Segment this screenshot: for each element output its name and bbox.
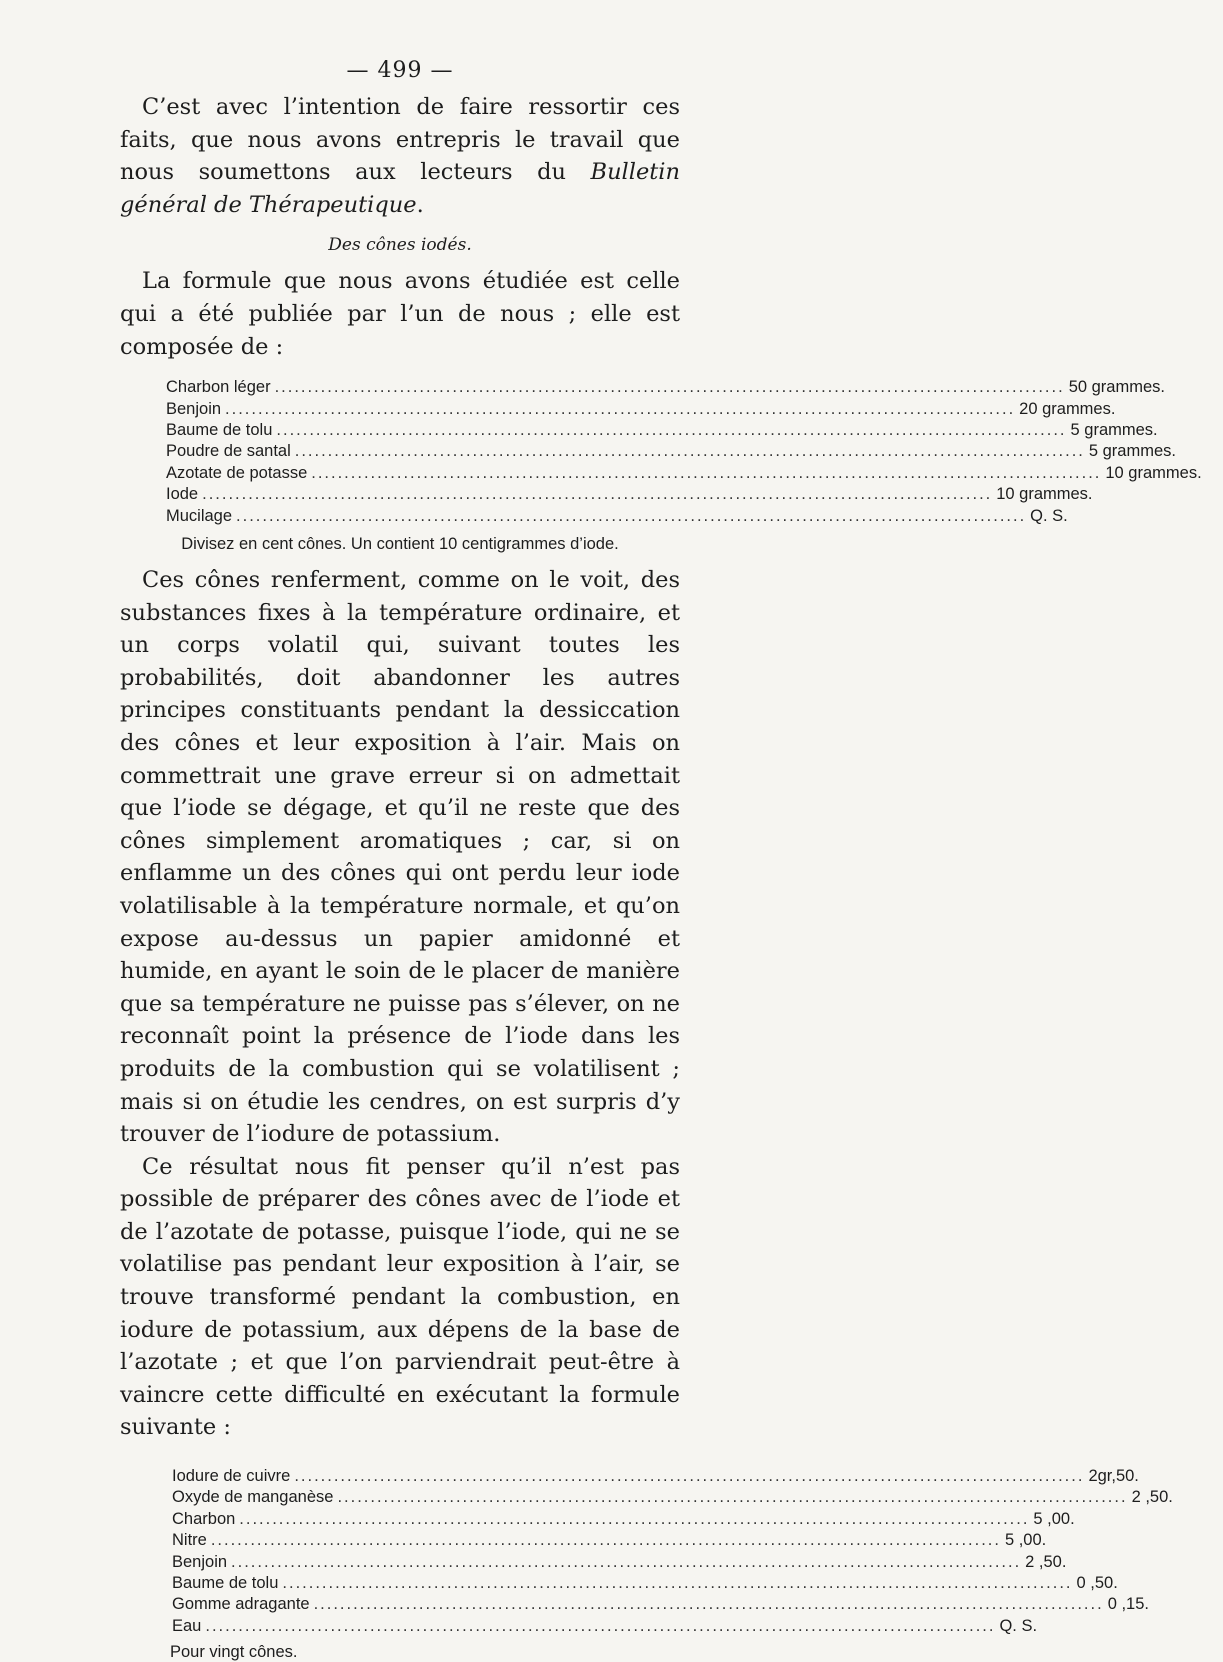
ingredient-quantity: 50 grammes. — [1068, 378, 1165, 397]
ingredient-name: Baume de tolu — [172, 1574, 279, 1593]
leader-dots: ........................................................................................................................ — [210, 1531, 1001, 1550]
ingredient-name: Charbon léger — [166, 378, 271, 397]
ingredient-quantity: 5 ,00. — [1033, 1509, 1075, 1528]
journal-title: Bulletin général de Thérapeutique — [120, 159, 680, 218]
leader-dots: ........................................................................................................................ — [294, 442, 1085, 461]
ingredient-quantity: 0 ,15. — [1107, 1595, 1149, 1614]
ingredient-name: Eau — [172, 1616, 202, 1635]
recipe-row — [172, 1487, 1173, 1508]
recipe-row — [172, 1616, 1038, 1637]
recipe-row — [166, 377, 1165, 398]
ingredient-name: Iodure de cuivre — [172, 1467, 291, 1486]
recipe-row — [166, 420, 1158, 441]
paragraph-2: Ces cônes renferment, comme on le voit, des substances fixes à la température ordinaire, et un corps volatil qui, suivant toutes les probabilités, doit abandonner les autres principes constituants pendant la dessiccation des cônes et leur exposition à l’air. Mais on commettrait une grave erreur si on admettait que l’iode se dégage, et qu’il ne reste que des cônes simplement aromatiques ; car, si on enflamme un des cônes qui ont perdu leur iode volatilisable à la température normale, et qu’on expose au-dessus un papier amidonné et humide, en ayant le soin de le placer de manière que sa température ne puisse pas s’élever, on ne reconnaît point la présence de l’iode dans les produits de la combustion qui se volatilisent ; mais si on étudie les cendres, on est surpris d’y trouver de l’iodure de potassium. — [120, 567, 680, 1148]
recipe-table-2 — [172, 1466, 1173, 1637]
ingredient-name: Oxyde de manganèse — [172, 1488, 334, 1507]
leader-dots: ........................................................................................................................ — [274, 378, 1065, 397]
leader-dots: ........................................................................................................................ — [311, 463, 1102, 482]
page-number: — 499 — — [346, 58, 454, 83]
leader-dots: ........................................................................................................................ — [239, 1509, 1030, 1528]
ingredient-quantity: 2 ,50. — [1131, 1488, 1173, 1507]
ingredient-name: Charbon — [172, 1509, 236, 1528]
leader-dots: ........................................................................................................................ — [294, 1467, 1085, 1486]
ingredient-quantity: 10 grammes. — [1105, 463, 1202, 482]
recipe-row — [166, 399, 1116, 420]
ingredient-name: Benjoin — [166, 399, 222, 418]
ingredient-name: Benjoin — [172, 1552, 228, 1571]
ingredient-name: Baume de tolu — [166, 420, 273, 439]
leader-dots: ........................................................................................................................ — [236, 506, 1027, 525]
ingredient-quantity: Q. S. — [999, 1616, 1038, 1635]
ingredient-name: Gomme adragante — [172, 1595, 310, 1614]
intro-paragraph — [120, 91, 680, 221]
ingredient-quantity: Q. S. — [1030, 506, 1068, 525]
ingredient-quantity: 2gr,50. — [1088, 1467, 1139, 1486]
recipe-row — [166, 441, 1176, 462]
ingredient-quantity: 0 ,50. — [1076, 1574, 1118, 1593]
leader-dots: ........................................................................................................................ — [205, 1616, 996, 1635]
leader-dots: ........................................................................................................................ — [276, 420, 1067, 439]
ingredient-quantity: 20 grammes. — [1019, 399, 1116, 418]
recipe-row — [172, 1466, 1139, 1487]
leader-dots: ........................................................................................................................ — [231, 1552, 1022, 1571]
ingredient-quantity: 5 ,00. — [1004, 1531, 1047, 1550]
recipe-row — [172, 1573, 1118, 1594]
recipe2-note: Pour vingt cônes. — [170, 1643, 298, 1662]
recipe-row — [172, 1530, 1047, 1551]
intro-end: . — [416, 191, 424, 218]
ingredient-name: Nitre — [172, 1531, 207, 1550]
leader-dots: ........................................................................................................................ — [337, 1488, 1128, 1507]
recipe-row — [166, 484, 1093, 505]
recipe-row — [172, 1594, 1149, 1615]
leader-dots: ........................................................................................................................ — [202, 485, 993, 504]
leader-dots: ........................................................................................................................ — [313, 1595, 1104, 1614]
recipe1-note: Divisez en cent cônes. Un contient 10 centigrammes d’iode. — [181, 535, 619, 553]
recipe-row — [166, 506, 1068, 527]
ingredient-quantity: 10 grammes. — [996, 485, 1093, 504]
ingredient-quantity: 5 grammes. — [1088, 442, 1176, 461]
leader-dots: ........................................................................................................................ — [282, 1574, 1073, 1593]
recipe-table-1 — [166, 377, 1202, 527]
recipe-row — [172, 1552, 1067, 1573]
ingredient-name: Mucilage — [166, 506, 233, 525]
recipe-row — [166, 463, 1202, 484]
recipe-row — [172, 1509, 1075, 1530]
intro-text: C’est avec l’intention de faire ressortir ces faits, que nous avons entrepris le travail que nous soumettons aux lecteurs du — [120, 94, 680, 186]
ingredient-quantity: 2 ,50. — [1025, 1552, 1067, 1571]
paragraph-3: Ce résultat nous fit penser qu’il n’est pas possible de préparer des cônes avec de l’iode et de l’azotate de potasse, puisque l’iode, qui ne se volatilise pas pendant leur exposition à l’air, se trouve transformé pendant la combustion, en iodure de potassium, aux dépens de la base de l’azotate ; et que l’on parviendrait peut-être à vaincre cette difficulté en exécutant la formule suivante : — [120, 1153, 680, 1441]
ingredient-name: Poudre de santal — [166, 442, 291, 461]
page — [120, 58, 1202, 1662]
ingredient-quantity: 5 grammes. — [1070, 420, 1158, 439]
formula-intro: La formule que nous avons étudiée est celle qui a été publiée par l’un de nous ; elle est composée de : — [120, 268, 680, 360]
ingredient-name: Iode — [166, 485, 199, 504]
ingredient-name: Azotate de potasse — [166, 463, 308, 482]
section-heading: Des cônes iodés. — [328, 235, 472, 256]
leader-dots: ........................................................................................................................ — [225, 399, 1016, 418]
